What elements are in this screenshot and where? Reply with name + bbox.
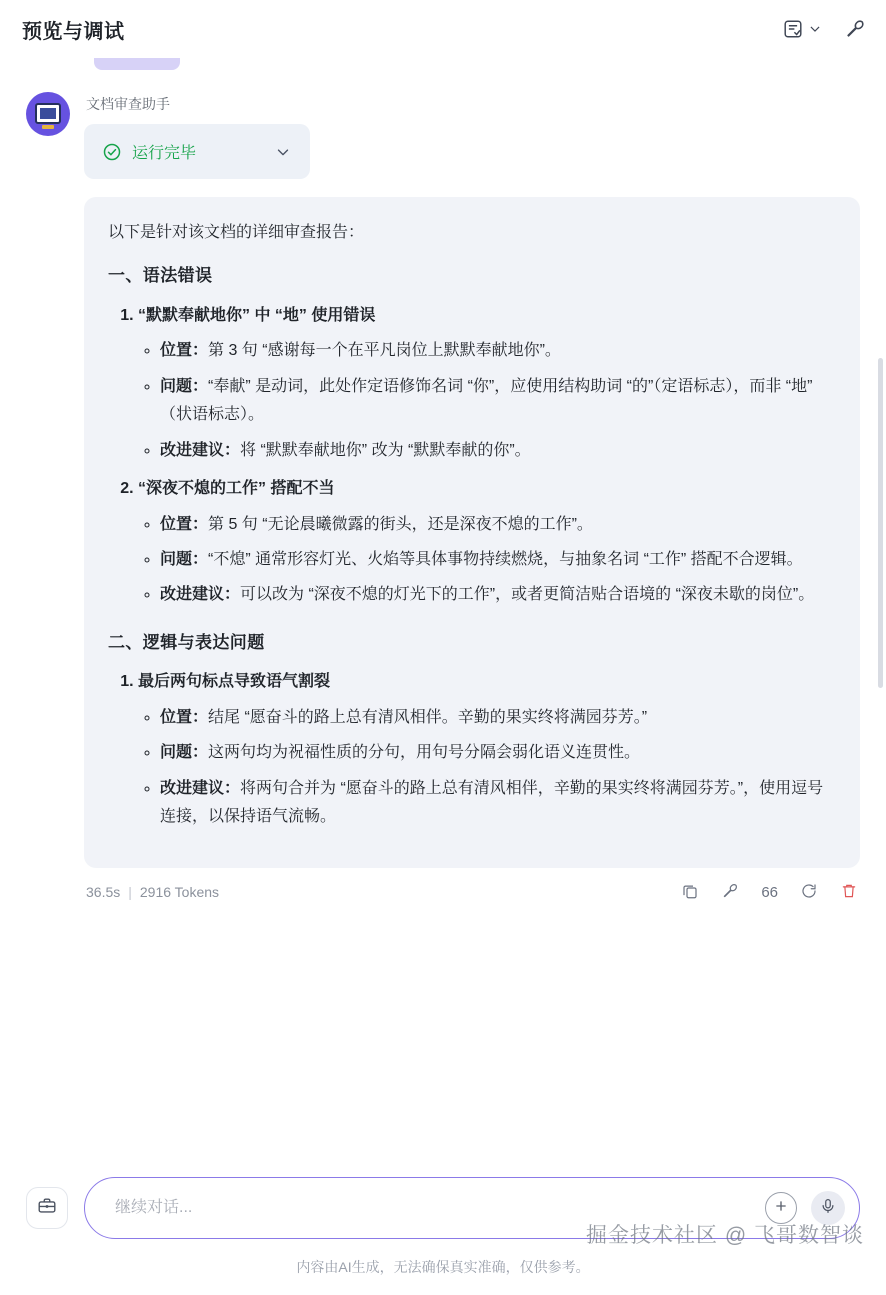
report-item — [138, 475, 836, 610]
assistant-message — [26, 92, 860, 903]
report-item — [138, 668, 836, 831]
report-point-label: 问题： — [160, 377, 209, 395]
thumbs-up-count[interactable]: 66 — [761, 883, 778, 901]
report-point-label: 问题： — [160, 744, 209, 762]
chevron-down-icon — [808, 22, 822, 36]
copy-icon[interactable] — [681, 882, 699, 903]
report-point — [160, 373, 836, 430]
report-point-text: 结尾 “愿奋斗的路上总有清风相伴。辛勤的果实终将满园芬芳。” — [208, 708, 648, 726]
report-point-text: 可以改为 “深夜不熄的灯光下的工作”，或者更简洁贴合语境的 “深夜未歇的岗位”。 — [240, 586, 815, 604]
report-point-text: “奉献” 是动词，此处作定语修饰名词 “你”，应使用结构助词 “的”（定语标志），而非 “地”（状语标志）。 — [160, 377, 813, 424]
report-point-label: 位置： — [160, 515, 209, 533]
report-point — [160, 739, 836, 767]
duration-label: 36.5s — [86, 884, 121, 901]
chat-input[interactable] — [113, 1198, 751, 1218]
report-item-title: “深夜不熄的工作” 搭配不当 — [138, 480, 335, 498]
meta-separator: | — [128, 884, 132, 901]
report-point-list — [138, 511, 836, 610]
report-point-label: 改进建议： — [160, 441, 241, 459]
report-point — [160, 775, 836, 832]
meta-actions — [681, 882, 858, 903]
report-item-title: “默默奉献地你” 中 “地” 使用错误 — [138, 306, 376, 324]
report-point — [160, 437, 836, 465]
wrench-icon — [844, 18, 866, 40]
meta-left — [86, 884, 219, 900]
plus-circle-icon — [772, 1197, 790, 1220]
report-section-heading: 二、逻辑与表达问题 — [108, 632, 265, 652]
report-point-text: 将两句合并为 “愿奋斗的路上总有清风相伴，辛勤的果实终将满园芬芳。”，使用逗号连接，以保持语气流畅。 — [160, 779, 824, 826]
toolbox-button[interactable] — [26, 1187, 68, 1229]
robot-avatar-icon — [35, 103, 61, 124]
vertical-scrollbar[interactable] — [878, 358, 883, 688]
report-point-label: 改进建议： — [160, 779, 241, 797]
report-point-label: 改进建议： — [160, 586, 241, 604]
report-bubble — [84, 197, 860, 868]
report-point-text: “不熄” 通常形容灯光、火焰等具体事物持续燃烧，与抽象名词 “工作” 搭配不合逻辑。 — [208, 551, 803, 568]
microphone-icon — [819, 1197, 837, 1220]
report-point-label: 位置： — [160, 342, 209, 360]
report-point-label: 位置： — [160, 708, 209, 726]
note-dropdown-button[interactable] — [782, 18, 822, 40]
report-point-text: 这两句均为祝福性质的分句，用句号分隔会弱化语义连贯性。 — [208, 744, 641, 762]
refresh-icon[interactable] — [800, 882, 818, 903]
report-point — [160, 511, 836, 539]
report-point — [160, 337, 836, 365]
status-expand-chevron-down-icon[interactable] — [274, 143, 292, 161]
report-section-list — [114, 668, 836, 831]
report-intro: 以下是针对该文档的详细审查报告： — [108, 224, 365, 241]
page-title: 预览与调试 — [22, 20, 125, 43]
report-point-text: 将 “默默奉献地你” 改为 “默默奉献的你”。 — [240, 441, 531, 459]
page-header — [0, 0, 886, 58]
watermark: 掘金技术社区 @ 飞哥数智谈 — [586, 1224, 864, 1247]
report-point-list — [138, 704, 836, 832]
trash-icon[interactable] — [840, 882, 858, 903]
message-body — [84, 92, 860, 903]
settings-wrench-button[interactable] — [844, 18, 866, 40]
token-count-label: 2916 Tokens — [139, 884, 220, 901]
agent-name: 文档审查助手 — [86, 96, 170, 112]
avatar — [26, 92, 70, 136]
footer — [0, 1224, 886, 1295]
run-status-card[interactable] — [84, 124, 310, 179]
report-point-list — [138, 337, 836, 465]
report-section-list — [114, 302, 836, 610]
ai-disclaimer: 内容由AI生成，无法确保真实准确，仅供参考。 — [296, 1259, 590, 1275]
message-meta-row — [86, 882, 858, 903]
report-item — [138, 302, 836, 465]
wrench-icon[interactable] — [721, 882, 739, 903]
report-point-text: 第 3 句 “感谢每一个在平凡岗位上默默奉献地你”。 — [208, 342, 561, 360]
chat-scroll-area[interactable] — [0, 58, 886, 1171]
note-dropdown-icon — [782, 18, 804, 40]
check-circle-icon — [102, 142, 122, 162]
previous-message-tail — [94, 58, 180, 70]
status-label: 运行完毕 — [132, 145, 197, 162]
report-point — [160, 704, 836, 732]
report-point — [160, 581, 836, 609]
report-section-heading: 一、语法错误 — [108, 266, 213, 286]
report-point-text: 第 5 句 “无论晨曦微露的街头，还是深夜不熄的工作”。 — [208, 515, 593, 533]
report-point-label: 问题： — [160, 551, 209, 568]
avatar-stand — [42, 125, 54, 129]
header-actions — [782, 18, 866, 40]
report-point — [160, 546, 836, 574]
toolbox-icon — [36, 1195, 58, 1222]
report-item-title: 最后两句标点导致语气割裂 — [138, 673, 331, 691]
